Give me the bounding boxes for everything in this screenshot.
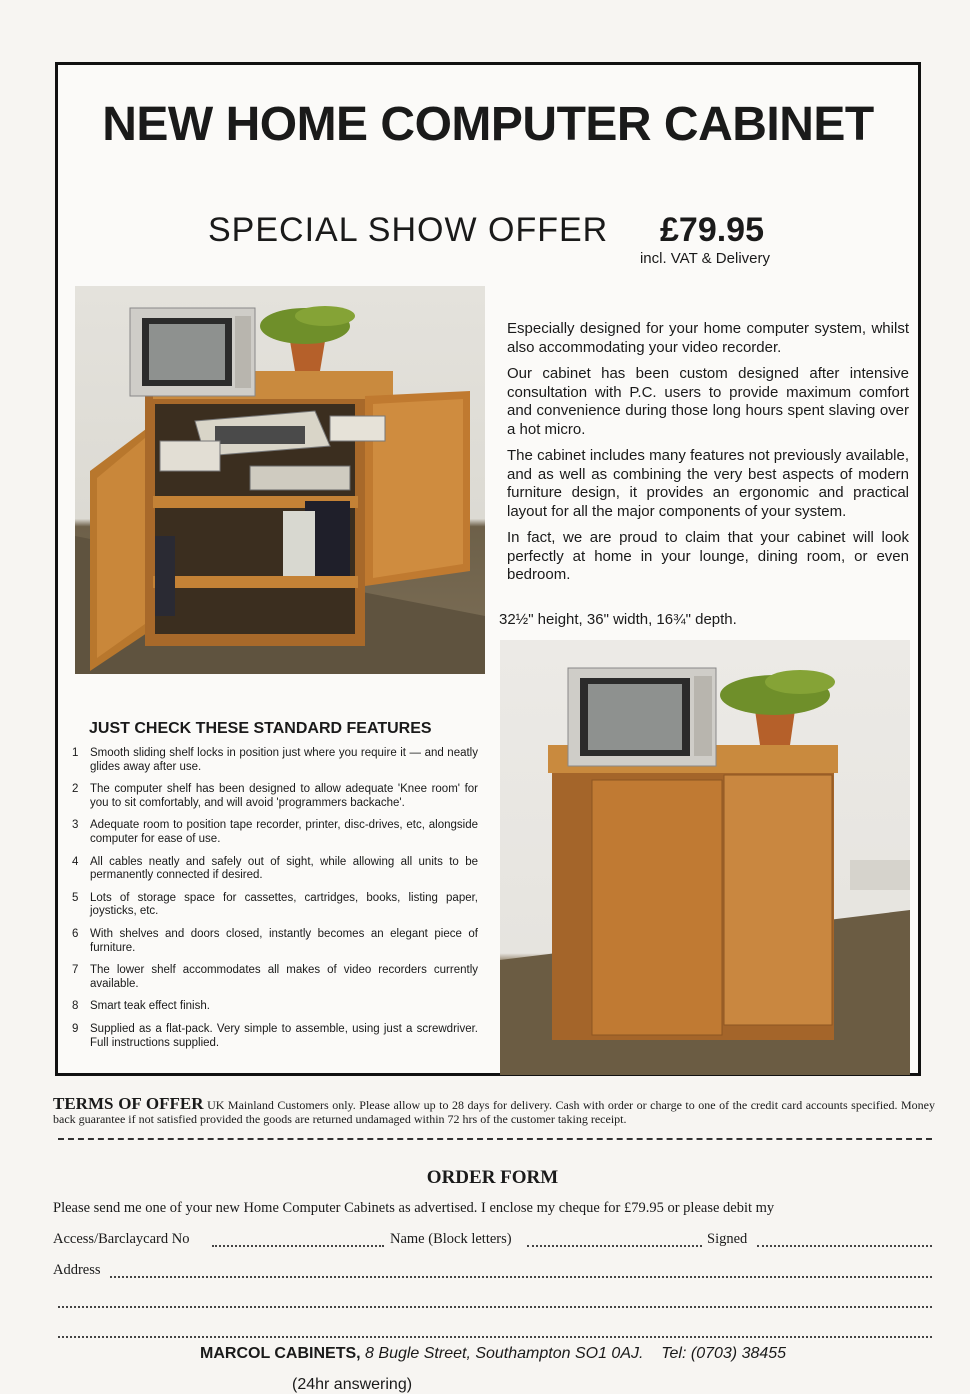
advert-frame bbox=[55, 62, 921, 1076]
feature-item bbox=[72, 892, 478, 919]
feature-number: 8 bbox=[72, 1000, 79, 1013]
closed-cabinet-photo bbox=[500, 640, 910, 1075]
feature-number: 1 bbox=[72, 747, 79, 759]
address-field-line-1[interactable] bbox=[110, 1276, 932, 1278]
feature-number: 6 bbox=[72, 927, 79, 940]
headline: NEW HOME COMPUTER CABINET bbox=[102, 98, 874, 151]
product-description bbox=[507, 320, 909, 593]
terms-text: UK Mainland Customers only. Please allow up to 28 days for delivery. Cash with order or charge to one of the credit card accounts specified. Money back guarantee if not satisfied provided the goods are returned undamaged within 72 hrs of the customer taking receipt. bbox=[53, 1098, 935, 1126]
feature-item bbox=[72, 928, 478, 955]
feature-text: Smart teak effect finish. bbox=[90, 1000, 210, 1013]
feature-number: 3 bbox=[72, 819, 79, 832]
offer-label: SPECIAL SHOW OFFER bbox=[208, 211, 609, 249]
signed-label: Signed bbox=[707, 1231, 748, 1247]
dimensions: 32½" height, 36" width, 16¾" depth. bbox=[499, 611, 737, 628]
feature-item bbox=[72, 747, 478, 774]
cut-line bbox=[58, 1138, 932, 1140]
feature-item bbox=[72, 783, 478, 810]
feature-number: 4 bbox=[72, 855, 79, 868]
address-field-line-3[interactable] bbox=[58, 1336, 932, 1338]
feature-item bbox=[72, 856, 478, 883]
company-details bbox=[200, 1345, 786, 1363]
order-intro: Please send me one of your new Home Computer Cabinets as advertised. I enclose my cheque for £79.95 or please debit my bbox=[53, 1200, 775, 1216]
features-list bbox=[72, 747, 478, 1059]
description-paragraph: Especially designed for your home computer system, whilst also accommodating your video recorder. bbox=[507, 320, 909, 356]
feature-number: 9 bbox=[72, 1022, 79, 1035]
feature-text: All cables neatly and safely out of sight, while allowing all units to be permanently connected if desired. bbox=[90, 855, 478, 882]
price-note: incl. VAT & Delivery bbox=[639, 250, 770, 267]
open-cabinet-photo bbox=[75, 286, 485, 674]
feature-text: Lots of storage space for cassettes, cartridges, books, listing paper, joysticks, etc. bbox=[90, 891, 478, 918]
address-label: Address bbox=[53, 1262, 101, 1278]
company-name: MARCOL CABINETS, bbox=[200, 1345, 361, 1362]
offer-price: £79.95 bbox=[660, 211, 764, 249]
feature-number: 2 bbox=[72, 783, 79, 796]
card-label: Access/Barclaycard No bbox=[53, 1231, 190, 1247]
signature-field[interactable] bbox=[757, 1245, 932, 1247]
answering-note: (24hr answering) bbox=[292, 1376, 413, 1393]
feature-item bbox=[72, 964, 478, 991]
feature-number: 7 bbox=[72, 964, 79, 977]
feature-item bbox=[72, 1023, 478, 1050]
feature-text: The lower shelf accommodates all makes of video recorders currently available. bbox=[90, 964, 478, 990]
feature-text: Supplied as a flat-pack. Very simple to assemble, using just a screwdriver. Full instructions supplied. bbox=[90, 1022, 478, 1049]
feature-text: The computer shelf has been designed to allow adequate 'Knee room' for you to sit comfortably, and will avoid 'programmers backache'. bbox=[90, 783, 478, 809]
description-paragraph: Our cabinet has been custom designed after intensive consultation with P.C. users to provide maximum comfort and convenience during those long hours spent slaving over a hot micro. bbox=[507, 365, 909, 438]
description-paragraph: In fact, we are proud to claim that your cabinet will look perfectly at home in your lounge, dining room, or even bedroom. bbox=[507, 529, 909, 583]
feature-number: 5 bbox=[72, 891, 79, 904]
card-number-field[interactable] bbox=[212, 1245, 384, 1247]
order-form-title: ORDER FORM bbox=[426, 1167, 559, 1188]
feature-item bbox=[72, 819, 478, 846]
address-field-line-2[interactable] bbox=[58, 1306, 932, 1308]
features-title: JUST CHECK THESE STANDARD FEATURES bbox=[89, 720, 432, 737]
terms-of-offer bbox=[53, 1094, 935, 1126]
name-label: Name (Block letters) bbox=[390, 1231, 512, 1247]
feature-item bbox=[72, 1000, 478, 1014]
feature-text: Smooth sliding shelf locks in position just where you require it — and neatly glides away after use. bbox=[90, 747, 478, 773]
terms-label: TERMS OF OFFER bbox=[53, 1094, 204, 1113]
company-address: 8 Bugle Street, Southampton SO1 0AJ. bbox=[365, 1345, 644, 1362]
description-paragraph: The cabinet includes many features not previously available, and as well as combining the very best aspects of modern furniture design, it provides an ergonomic and practical layout for all the major components of your system. bbox=[507, 447, 909, 520]
name-field[interactable] bbox=[527, 1245, 702, 1247]
feature-text: With shelves and doors closed, instantly becomes an elegant piece of furniture. bbox=[90, 927, 478, 954]
feature-text: Adequate room to position tape recorder, printer, disc-drives, etc, alongside computer for ease of use. bbox=[90, 819, 478, 845]
company-phone: Tel: (0703) 38455 bbox=[661, 1345, 787, 1362]
